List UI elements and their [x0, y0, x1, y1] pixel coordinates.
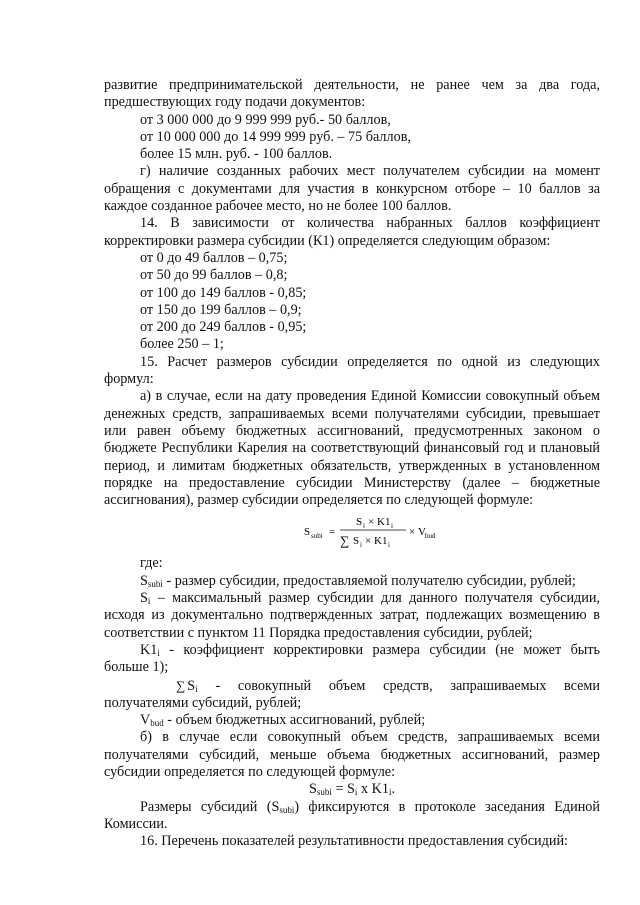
definition-k1: $K1_i$ - коэффициент корректировки размера субсидии (не может быть больше 1);	[104, 641, 600, 676]
paragraph: Размеры субсидий $(S_{subi})$ фиксируются в протоколе заседания Единой Комиссии.	[104, 798, 600, 832]
formula-den: S	[353, 535, 360, 548]
paragraph: 14. В зависимости от количества набранных баллов коэффициент корректировки размера субсидии (К1) определяется следующим образом:	[104, 215, 600, 249]
paragraph: от 3 000 000 до 9 999 999 руб.- 50 баллов,	[140, 111, 391, 128]
paragraph: от 150 до 199 баллов – 0,9;	[140, 301, 302, 318]
definition-si: $S_i$ – максимальный размер субсидии для данного получателя субсидии, исходя из документально подтвержденных затрат, подлежащих возмещению в соответствии с пунктом 11 Порядка предоставления субсидии, рублей;	[104, 590, 600, 641]
formula-a	[104, 511, 600, 551]
paragraph: 16. Перечень показателей результативности предоставления субсидий:	[140, 833, 568, 850]
paragraph: 15. Расчет размеров субсидии определяется по одной из следующих формул:	[104, 353, 600, 388]
definition-sum: ∑ $S_i$ - совокупный объем средств, запрашиваемых всеми получателями субсидий, рублей;	[104, 677, 600, 711]
sum-symbol: ∑	[176, 677, 186, 693]
paragraph: от 50 до 99 баллов – 0,8;	[140, 267, 288, 284]
formula-num: S	[356, 516, 363, 529]
formula-den-sub: i	[360, 541, 362, 550]
formula-eq: =	[329, 526, 336, 539]
paragraph: от 0 до 49 баллов – 0,75;	[140, 249, 288, 266]
formula-num2-sub: i	[391, 522, 393, 531]
formula-num2: K1	[377, 516, 391, 529]
formula-den2-sub: i	[388, 541, 390, 550]
formula-a-graphic	[304, 511, 514, 551]
document-body	[104, 77, 600, 850]
paragraph: более 15 млн. руб. - 100 баллов.	[140, 146, 333, 163]
formula-b: $S_{subi} = S_i$ x $K1_i$.	[308, 781, 395, 798]
paragraph: от 100 до 149 баллов - 0,85;	[140, 284, 307, 301]
paragraph: г) наличие созданных рабочих мест получателем субсидии на момент обращения с документами для участия в конкурсном отборе – 10 баллов за каждое созданное рабочее место, но не более 100 баллов.	[104, 163, 600, 215]
formula-den2: K1	[374, 535, 388, 548]
formula-times: ×	[368, 516, 375, 529]
paragraph: а) в случае, если на дату проведения Единой Комиссии совокупный объем денежных средств, запрашиваемых всеми получателями субсидии, превышает или равен объему бюджетных ассигнований, предусмотренных законом о бюджете Республики Карелия на соответствующий финансовый год и плановый период, и лимитам бюджетных обязательств, утвержденных в установленном порядке на предоставление субсидии Министерству (далее – бюджетные ассигнования), размер субсидии определяется по следующей формуле:	[104, 388, 600, 509]
formula-num-sub: i	[363, 522, 365, 531]
formula-lhs: S	[304, 526, 311, 539]
definition-vbud: $V_{bud}$ - объем бюджетных ассигнований, рублей;	[140, 712, 426, 729]
formula-sum: ∑	[340, 533, 350, 549]
paragraph: от 10 000 000 до 14 999 999 руб. – 75 баллов,	[140, 128, 411, 145]
formula-lhs-sub: subi	[311, 532, 323, 541]
paragraph: развитие предпринимательской деятельности, не ранее чем за два года, предшествующих году подачи документов:	[104, 77, 600, 111]
paragraph: б) в случае если совокупный объем средств, запрашиваемых всеми получателями субсидий, меньше объема бюджетных ассигнований, размер субсидии определяется по следующей формуле:	[104, 729, 600, 780]
formula-v-sub: bud	[425, 532, 436, 541]
formula-times: ×	[409, 526, 416, 539]
formula-times: ×	[365, 535, 372, 548]
paragraph: более 250 – 1;	[140, 336, 224, 353]
paragraph: от 200 до 249 баллов - 0,95;	[140, 319, 307, 336]
formula-v: V	[418, 526, 426, 539]
definition-ssubi: $S_{subi}$ - размер субсидии, предоставляемой получателю субсидии, рублей;	[140, 572, 576, 589]
paragraph: где:	[140, 555, 163, 572]
